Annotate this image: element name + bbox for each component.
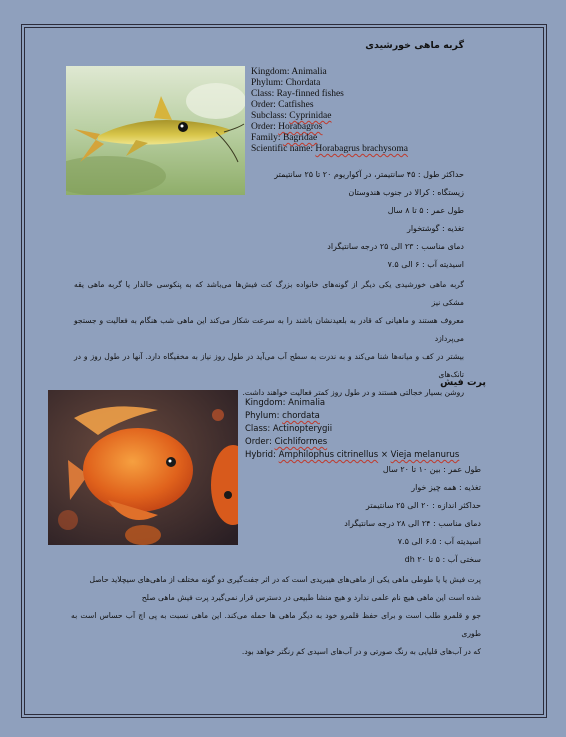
fact-item: اسیدیته آب : ۶.۵ الی ۷.۵ — [397, 537, 481, 546]
fact-item: تغذیه : گوشتخوار — [406, 224, 464, 233]
fact-item: حداکثر اندازه : ۲۰ الی ۲۵ سانتیمتر — [365, 501, 481, 510]
taxonomy-block-1 — [251, 67, 408, 155]
paragraph-line: روشن بسیار خجالتی هستند و در طول روز کمتر فعالیت خواهند داشت. — [242, 388, 464, 397]
facts-list-1 — [144, 166, 464, 274]
fact-item: دمای مناسب : ۲۴ الی ۲۸ درجه سانتیگراد — [344, 519, 481, 528]
tax-kingdom: Kingdom: Animalia — [251, 67, 327, 77]
fact-item: طول عمر : بین ۱۰ تا ۲۰ سال — [382, 465, 481, 474]
paragraph-line: معروف هستند و ماهیانی که قادر به بلعیدنشان باشند را به سرعت شکار می‌کند این ماهی شب هنگام به فعالیت و جستجو می‌پردازد — [74, 316, 464, 343]
paragraph-line: گربه ماهی خورشیدی یکی دیگر از گونه‌های خانواده بزرگ کت فیش‌ها می‌باشد که به پنکوسی خالدار یا گربه ماهی یقه مشکی نیز — [74, 280, 464, 307]
section1-title: گربه ماهی خورشیدی — [365, 40, 464, 51]
taxonomy-block-2 — [245, 397, 459, 462]
tax-scientific-name: Scientific name: Horabagrus brachysoma — [251, 144, 408, 154]
tax-phylum: Phylum: chordata — [245, 411, 320, 421]
fact-item: اسیدیته آب : ۶ الی ۷.۵ — [387, 260, 464, 269]
tax-kingdom: Kingdom: Animalia — [245, 398, 326, 408]
tax-subclass: Subclass: Cyprinidae — [251, 111, 332, 121]
fact-item: طول عمر : ۵ تا ۸ سال — [387, 206, 464, 215]
paragraph-line: که در آب‌های قلیایی به رنگ صورتی و در آب‌های اسیدی کم رنگتر خواهد بود. — [241, 647, 481, 656]
fact-item: زیستگاه : کرالا در جنوب هندوستان — [348, 188, 464, 197]
paragraph-line: جو و قلمرو طلب است و برای حفظ قلمرو خود به دیگر ماهی ها حمله می‌کند. این ماهی نسبت به پی اچ آب حساس است به طوری — [71, 611, 481, 638]
tax-order-2: Order: Horabagros — [251, 122, 323, 132]
paragraph-line: شده است این ماهی هیچ نام علمی ندارد و هیچ منشا طبیعی در دسترس قرار نمی‌گیرد پرت فیش ماهی صلح — [141, 593, 481, 602]
description-1 — [74, 276, 464, 402]
paragraph-line: پرت فیش یا یا طوطی ماهی یکی از ماهی‌های هیبریدی است که در اثر جفت‌گیری دو گونه مختلف از ماهی‌های سیچلاید حاصل — [89, 575, 481, 584]
paragraph-line: بیشتر در کف و میانه‌ها شنا می‌کند و به ندرت به سطح آب می‌آید در طول روز نیاز به مخفیگاه دارد. آنها در طول روز و در تانک‌های — [74, 352, 464, 379]
description-2 — [71, 571, 481, 661]
tax-class: Class: Actinopterygii — [245, 424, 333, 434]
tax-order: Order: Catfishes — [251, 100, 314, 110]
tax-family: Family: Bagridae — [251, 133, 318, 143]
tax-phylum: Phylum: Chordata — [251, 78, 321, 88]
fact-item: تغذیه : همه چیز خوار — [411, 483, 481, 492]
section2-title: پرت فیش — [440, 377, 486, 388]
fact-item: دمای مناسب : ۲۳ الی ۲۵ درجه سانتیگراد — [327, 242, 464, 251]
fact-item: حداکثر طول : ۴۵ سانتیمتر، در آکواریوم ۲۰ تا ۲۵ سانتیمتر — [274, 170, 464, 179]
fact-item: سختی آب : ۵ تا ۲۰ dh — [404, 555, 481, 564]
tax-class: Class: Ray-finned fishes — [251, 89, 344, 99]
facts-list-2 — [181, 461, 481, 569]
tax-hybrid: Hybrid: Amphilophus citrinellus × Vieja melanurus — [245, 450, 460, 460]
tax-order: Order: Cichliformes — [245, 437, 328, 447]
